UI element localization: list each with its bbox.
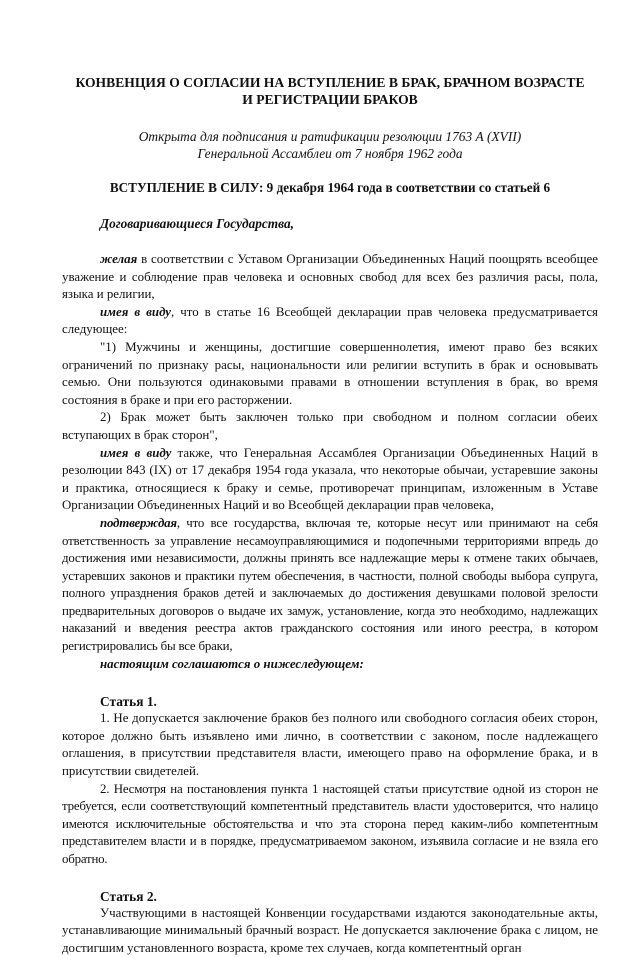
preamble-text: "1) Мужчины и женщины, достигшие совершеннолетия, имеют право без всяких ограничений по признаку расы, национальности или религии вступить в брак и основывать семью. Они пользуются одинаковыми правами в отношении вступления в брак, во время состояния в браке и при его расторжении. [62,339,598,407]
title-line-2: И РЕГИСТРАЦИИ БРАКОВ [242,92,418,107]
preamble-lead: имея в виду [100,304,172,319]
subtitle-line-2: Генеральной Ассамблеи от 7 ноября 1962 года [197,146,463,161]
preamble-paragraph [62,251,598,304]
article-2-paragraph-1: Участвующими в настоящей Конвенции государствами издаются законодательные акты, устанавливающие минимальный брачный возраст. Не допускается заключение брака с лицом, не достигшим установленного возраста, кроме тех случаев, когда компетентный орган [62,905,598,955]
preamble-paragraph [62,304,598,339]
article-1-heading: Статья 1. [100,694,157,710]
preamble-quote-paragraph [62,409,598,444]
contracting-parties-heading: Договаривающиеся Государства, [100,216,294,231]
agreement-clause: настоящим соглашаются о нижеследующем: [100,656,364,671]
document-subtitle [62,128,598,162]
preamble [62,251,598,673]
preamble-text: 2) Брак может быть заключен только при свободном и полном согласии обеих вступающих в брак сторон", [62,410,598,442]
preamble-lead: желая [100,252,138,266]
title-line-1: КОНВЕНЦИЯ О СОГЛАСИИ НА ВСТУПЛЕНИЕ В БРАК, БРАЧНОМ ВОЗРАСТЕ [75,75,585,90]
article-1-paragraph-2: 2. Несмотря на постановления пункта 1 настоящей статьи присутствие одной из сторон не требуется, если соответствующий компетентный представитель власти удостоверится, что налицо имеются исключительные обстоятельства и что эта сторона перед каким-либо компетентным представителем власти и в порядке, предусматриваемом законом, изъявила согласие и не взяла его обратно. [62,781,598,866]
preamble-text: , что в статье 16 Всеобщей декларации прав человека предусматривается следующее: [62,304,598,337]
preamble-paragraph [62,515,598,656]
preamble-quote-paragraph [62,339,598,409]
article-2-heading: Статья 2. [100,888,157,904]
entry-into-force: ВСТУПЛЕНИЕ В СИЛУ: 9 декабря 1964 года в соответствии со статьей 6 [109,180,551,195]
preamble-text: в соответствии с Уставом Организации Объединенных Наций поощрять всеобщее уважение и соблюдение прав человека и основных свобод для всех без различия расы, пола, языка и религии, [62,252,598,302]
preamble-lead: имея в виду [100,445,172,460]
preamble-text: также, что Генеральная Ассамблея Организации Объединенных Наций в резолюции 843 (IX) от 17 декабря 1954 года указала, что некоторые обычаи, устаревшие законы и практика, относящиеся к браку и семье, противоречат принципам, изложенным в Уставе Организации Объединенных Наций и во Всеобщей декларации прав человека, [62,445,598,513]
document-title [62,74,598,108]
preamble-text: , что все государства, включая те, которые несут или принимают на себя ответственность за управление несамоуправляющимися и подопечными территориями впредь до достижения ими независимости, должны принять все надлежащие меры к отмене таких обычаев, устаревших законов и практики путем обеспечения, в частности, полной свободы выбора супруга, полного упразднения браков детей и заключаемых до достижения девушками половой зрелости предварительных договоров о выдаче их замуж, установление, когда это необходимо, надлежащих наказаний и введения реестра актов гражданского состояния или иного реестра, в котором регистрировались бы все браки, [62,515,598,654]
preamble-lead: подтверждая [100,515,177,530]
subtitle-line-1: Открыта для подписания и ратификации резолюции 1763 А (XVII) [138,129,522,144]
article-1-paragraph-1: 1. Не допускается заключение браков без полного или свободного согласия обеих сторон, которое должно быть изъявлено ими лично, в соответствии с законом, после надлежащего оглашения, в присутствии представителя власти, имеющего право на оформление брака, и в присутствии свидетелей. [62,711,598,779]
preamble-paragraph [62,445,598,515]
